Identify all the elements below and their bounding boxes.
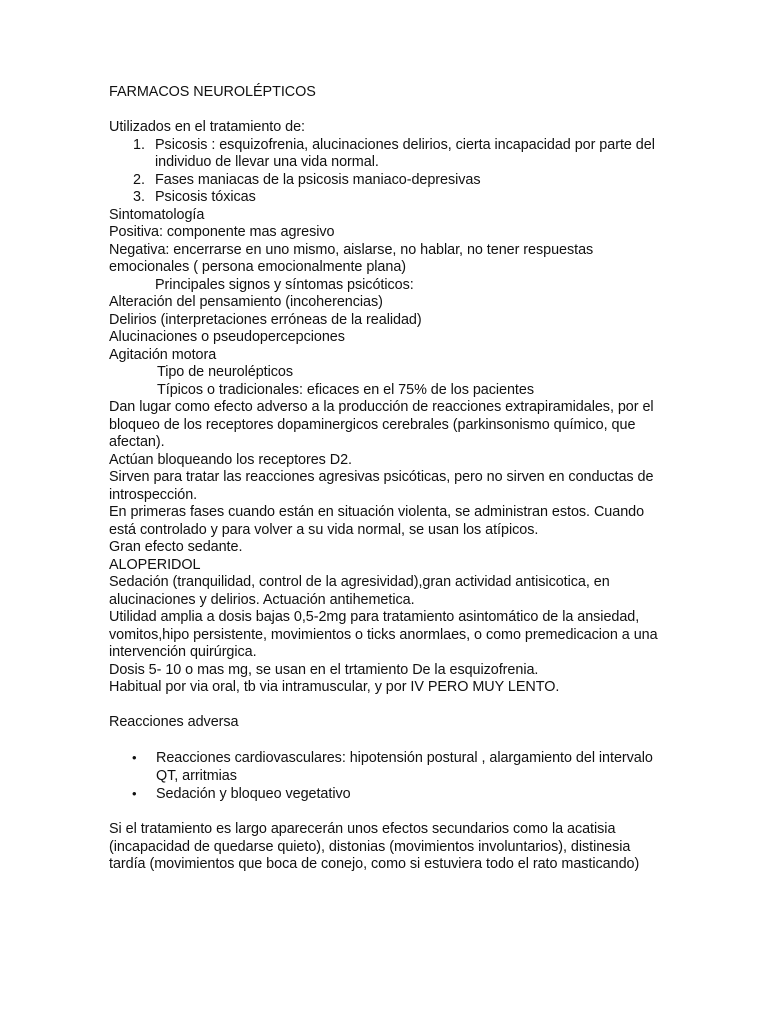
text-line: intervención quirúrgica. — [109, 644, 257, 660]
adverse-heading: Reacciones adversa — [109, 714, 239, 730]
intro-line: Utilizados en el tratamiento de: — [109, 119, 305, 135]
text-line: Positiva: componente mas agresivo — [109, 224, 335, 240]
text-line: vomitos,hipo persistente, movimientos o ticks anormlaes, o como premedicacion a una — [109, 626, 658, 643]
blank-line — [109, 697, 669, 715]
signs-heading: Principales signos y síntomas psicóticos: — [155, 276, 414, 293]
bullet-text: Reacciones cardiovasculares: hipotensión postural , alargamiento del intervalo — [156, 750, 653, 766]
types-heading: Tipo de neurolépticos — [157, 364, 294, 380]
blank-line — [109, 804, 669, 822]
text-line: está controlado y para volver a su vida normal, se usan los atípicos. — [109, 521, 539, 538]
drug-heading: ALOPERIDOL — [109, 556, 201, 573]
text-line: Dosis 5- 10 o mas mg, se usan en el trtamiento De la esquizofrenia. — [109, 661, 539, 678]
text-line: emocionales ( persona emocionalmente plana) — [109, 259, 407, 275]
item-text: Psicosis : esquizofrenia, alucinaciones delirios, cierta incapacidad por parte del — [155, 136, 655, 153]
numbered-item-continuation: individuo de llevar una vida normal. — [155, 154, 379, 170]
text-line: Sedación (tranquilidad, control de la agresividad),gran actividad antisicotica, en — [109, 574, 610, 590]
text-line: Negativa: encerrarse en uno mismo, aislarse, no hablar, no tener respuestas — [109, 241, 594, 258]
item-number: 2. — [133, 171, 145, 188]
text-line: introspección. — [109, 486, 198, 503]
bullet-item — [109, 785, 669, 804]
bullet-item — [109, 749, 669, 768]
text-line: Alucinaciones o pseudopercepciones — [109, 329, 345, 345]
item-number: 3. — [133, 189, 145, 205]
document-title: FARMACOS NEUROLÉPTICOS — [109, 84, 316, 100]
text-line: Sirven para tratar las reacciones agresivas psicóticas, pero no sirven en conductas de — [109, 469, 654, 485]
item-text: Psicosis tóxicas — [155, 189, 256, 205]
bullet-text: Sedación y bloqueo vegetativo — [156, 786, 351, 802]
numbered-item — [109, 189, 669, 207]
numbered-item — [109, 137, 669, 155]
text-line: (incapacidad de quedarse quieto), distonias (movimientos involuntarios), distinesia — [109, 838, 631, 855]
item-text: Fases maniacas de la psicosis maniaco-depresivas — [155, 171, 481, 188]
text-line: bloqueo de los receptores dopaminergicos cerebrales (parkinsonismo químico, que — [109, 416, 636, 433]
text-line: Gran efecto sedante. — [109, 539, 243, 555]
text-line: En primeras fases cuando están en situación violenta, se administran estos. Cuando — [109, 504, 645, 520]
document-body — [109, 84, 669, 874]
numbered-item — [109, 172, 669, 190]
text-line: Alteración del pensamiento (incoherencias) — [109, 294, 383, 310]
text-line: Delirios (interpretaciones erróneas de la realidad) — [109, 311, 422, 328]
text-line: Actúan bloqueando los receptores D2. — [109, 451, 353, 468]
text-line: Si el tratamiento es largo aparecerán unos efectos secundarios como la acatisia — [109, 821, 616, 837]
text-line: Utilidad amplia a dosis bajas 0,5-2mg para tratamiento asintomático de la ansiedad, — [109, 609, 640, 625]
numbered-list — [109, 137, 669, 207]
text-line: afectan). — [109, 434, 165, 450]
text-line: alucinaciones y delirios. Actuación antihemetica. — [109, 591, 415, 608]
bullet-continuation: QT, arritmias — [156, 767, 237, 784]
typical-line: Típicos o tradicionales: eficaces en el 75% de los pacientes — [157, 381, 534, 398]
bullet-icon: • — [132, 786, 137, 801]
bullet-icon: • — [132, 750, 137, 765]
text-line: Habitual por via oral, tb via intramuscular, y por IV PERO MUY LENTO. — [109, 679, 560, 695]
text-line: Agitación motora — [109, 346, 217, 363]
text-line: Dan lugar como efecto adverso a la producción de reacciones extrapiramidales, por el — [109, 399, 654, 415]
text-line: Sintomatología — [109, 206, 205, 223]
blank-line — [109, 732, 669, 750]
text-line: tardía (movimientos que boca de conejo, como si estuviera todo el rato masticando) — [109, 856, 640, 872]
blank-line — [109, 102, 669, 120]
bullet-list — [109, 749, 669, 804]
item-number: 1. — [133, 136, 145, 153]
